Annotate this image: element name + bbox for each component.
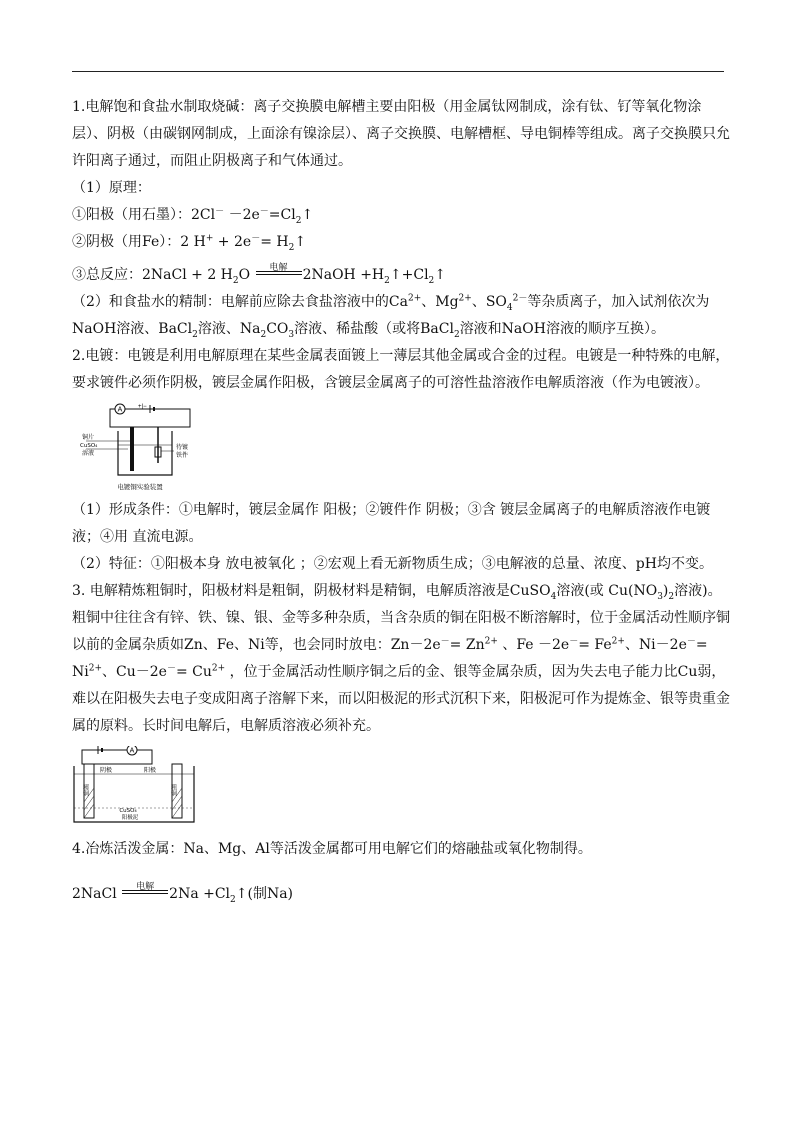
electrolysis-sign-2: 电解	[122, 894, 168, 898]
cuso4-solution-label: CuSO₄	[119, 808, 137, 814]
iron-part-label: 铁件	[176, 452, 189, 459]
fine-copper-label: 精铜	[81, 784, 89, 796]
anode-mud-label: 阳极泥	[121, 815, 139, 821]
anode-equation: ①阳极（用石墨）：$2Cl^- -2e^-=Cl_2↑$	[72, 206, 314, 226]
copper-refining-diagram	[72, 746, 196, 826]
solution-label: 溶液	[82, 450, 95, 457]
to-plate-label: 待镀	[176, 444, 189, 451]
section-1-intro: 1.电解饱和食盐水制取烧碱：离子交换膜电解槽主要由阳极（用金属钛网制成，涂有钛、钌等氧化物涂层）、阴极（由碳钢网制成，上面涂有镍涂层）、离子交换膜、电解槽框、导电铜棒等组成。离子交换膜只允许阳离子通过，而阻止阴极离子和气体通过。	[72, 99, 730, 169]
total-equation: ③总反应：2NaCl + 2 $H_2O$ 电解 2NaOH $+H_2↑+Cl_2↑$	[72, 263, 447, 286]
section-4-intro: 4.冶炼活泼金属：Na、Mg、Al等活泼金属都可用电解它们的熔融盐或氧化物制得。	[72, 841, 592, 857]
diagram-caption: 电镀铜实验装置	[117, 483, 163, 491]
electrolysis-sign: 电解	[256, 275, 302, 279]
ammeter-label: A	[117, 406, 123, 414]
battery-label: +|−	[138, 404, 147, 410]
copper-plate-label: 铜片	[82, 434, 95, 441]
coarse-copper-label: 粗铜	[169, 784, 177, 796]
cathode-label: 阴极	[100, 767, 113, 774]
plating-features: （2）特征：①阳极本身 放电被氧化 ；②宏观上看无新物质生成；③电解液的总量、浓度、pH均不变。	[72, 556, 713, 572]
document-body	[72, 94, 732, 908]
cathode-equation: ②阴极（用Fe）：2 $H^+ + 2e^-= H_2↑$	[72, 233, 307, 253]
section-3-refining: 3. 电解精炼粗铜时，阳极材料是粗铜，阴极材料是精铜，电解质溶液是CuSO$_4$溶液(或 $Cu(NO_3)_2$溶液)。粗铜中往往含有锌、铁、镍、银、金等多种杂质，当含杂质的铜在阳极不断溶解时，位于金属活动性顺序铜以前的金属杂质如Zn、Fe、Ni等，也会同时放电：$Zn-2e^-= Zn^{2+}$ 、$Fe -2e^-= Fe^{2+}$、$Ni-2e^-= Ni^{2+}$、$Cu-2e^-= Cu^{2+}$ ，位于金属活动性顺序铜之后的金、银等金属杂质，因为失去电子能力比Cu弱，难以在阳极失去电子变成阳离子溶解下来，而以阳极泥的形式沉积下来，阳极泥可作为提炼金、银等贵重金属的原料。长时间电解后，电解质溶液必须补充。	[72, 583, 730, 734]
principle-heading: （1）原理：	[72, 180, 151, 196]
anode-label: 阳极	[144, 767, 157, 774]
cuso4-label: CuSO₄	[80, 443, 98, 449]
brine-refining: （2）和食盐水的精制：电解前应除去食盐溶液中的$Ca^{2+}$、$Mg^{2+}$、$SO_4^{2-}$等杂质离子，加入试剂依次为NaOH溶液、BaCl$_2$溶液、$Na_2CO_3$溶液、稀盐酸（或将BaCl$_2$溶液和NaOH溶液的顺序互换）。	[72, 293, 710, 340]
nacl-electrolysis-equation: 2NaCl 电解 $2Na +Cl_2↑$(制Na)	[72, 882, 294, 905]
header-rule	[72, 71, 724, 72]
plating-conditions: （1）形成条件：①电解时，镀层金属作 阳极；②镀件作 阴极；③含 镀层金属离子的电解质溶液作电镀液；④用 直流电源。	[72, 502, 711, 545]
ammeter-label-2: A	[129, 747, 135, 755]
section-2-intro: 2.电镀：电镀是利用电解原理在某些金属表面镀上一薄层其他金属或合金的过程。电镀是一种特殊的电解，要求镀件必须作阴极，镀层金属作阳极，含镀层金属离子的可溶性盐溶液作电解质溶液（作为电镀液）。	[72, 348, 730, 391]
electroplating-diagram	[78, 403, 198, 493]
